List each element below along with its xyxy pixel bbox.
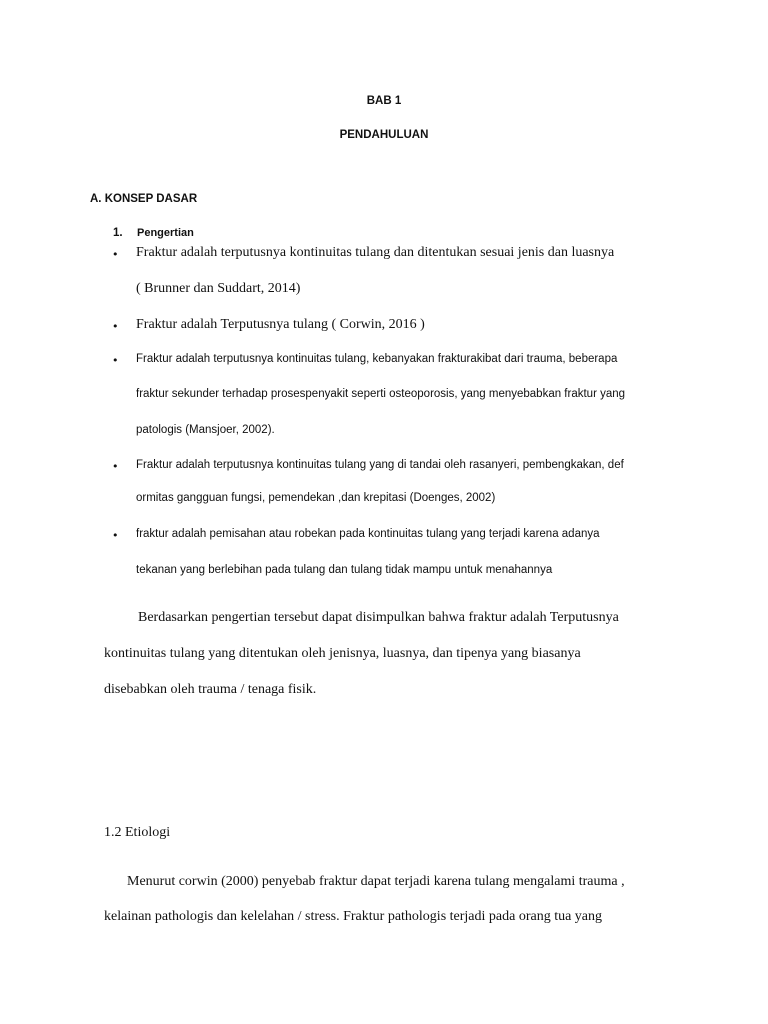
bullet-5-line-1: fraktur adalah pemisahan atau robekan pada kontinuitas tulang yang terjadi karena adanya [136,528,600,540]
chapter-title: PENDAHULUAN [339,129,429,141]
bullet-2-line-1: Fraktur adalah Terputusnya tulang ( Corwin, 2016 ) [136,317,425,332]
etiologi-line-1: Menurut corwin (2000) penyebab fraktur dapat terjadi karena tulang mengalami trauma , [127,874,625,889]
bullet-marker: • [112,354,119,367]
bullet-4-line-2: ormitas gangguan fungsi, pemendekan ,dan krepitasi (Doenges, 2002) [136,492,496,504]
bullet-3-line-1: Fraktur adalah terputusnya kontinuitas tulang, kebanyakan frakturakibat dari trauma, beberapa [136,353,618,365]
conclusion-line-1: Berdasarkan pengertian tersebut dapat disimpulkan bahwa fraktur adalah Terputusnya [138,610,619,625]
bullet-marker: • [112,529,119,542]
etiologi-title: 1.2 Etiologi [104,825,171,840]
bullet-marker: • [112,460,119,473]
subsection-title: Pengertian [137,227,194,239]
bullet-3-line-3: patologis (Mansjoer, 2002). [136,424,275,436]
bullet-1-line-2: ( Brunner dan Suddart, 2014) [136,281,301,296]
bullet-marker: • [112,320,119,333]
etiologi-line-2: kelainan pathologis dan kelelahan / stress. Fraktur pathologis terjadi pada orang tua yang [104,909,603,924]
bullet-4-line-1: Fraktur adalah terputusnya kontinuitas tulang yang di tandai oleh rasanyeri, pembengkakan, def [136,459,624,471]
subsection-number: 1. [113,227,123,239]
chapter-number: BAB 1 [366,95,402,107]
bullet-5-line-2: tekanan yang berlebihan pada tulang dan tulang tidak mampu untuk menahannya [136,564,553,576]
bullet-1-line-1: Fraktur adalah terputusnya kontinuitas tulang dan ditentukan sesuai jenis dan luasnya [136,245,615,260]
section-a-title: A. KONSEP DASAR [90,193,198,205]
conclusion-line-3: disebabkan oleh trauma / tenaga fisik. [104,682,317,697]
bullet-3-line-2: fraktur sekunder terhadap prosespenyakit seperti osteoporosis, yang menyebabkan fraktur yang [136,388,626,400]
bullet-marker: • [112,248,119,261]
conclusion-line-2: kontinuitas tulang yang ditentukan oleh jenisnya, luasnya, dan tipenya yang biasanya [104,646,581,661]
